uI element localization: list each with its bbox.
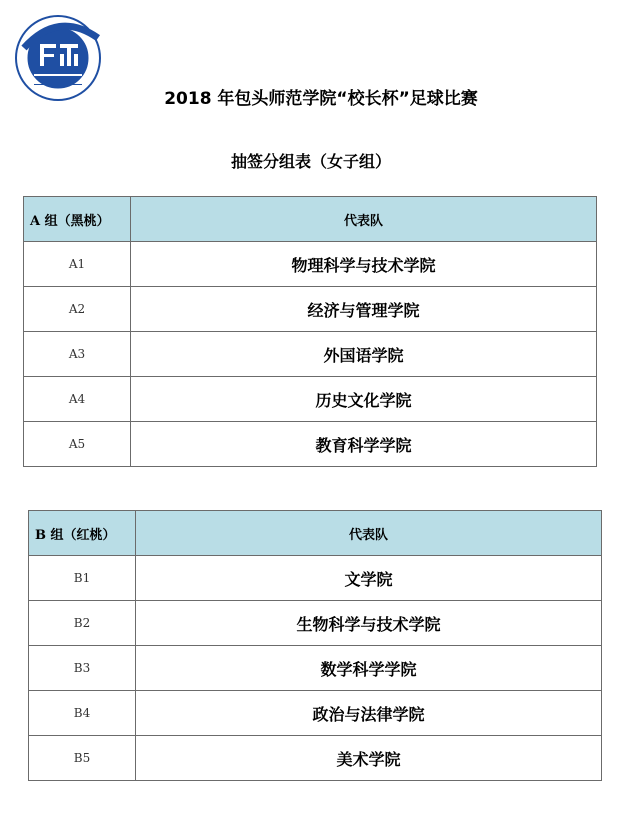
team-name: 外国语学院 bbox=[131, 332, 597, 377]
table-row bbox=[24, 287, 597, 332]
group-b-table bbox=[28, 510, 602, 781]
slot-code: B3 bbox=[29, 646, 136, 691]
group-header: B 组（红桃） bbox=[29, 511, 136, 556]
slot-code: B2 bbox=[29, 601, 136, 646]
team-name: 美术学院 bbox=[136, 736, 602, 781]
team-name: 经济与管理学院 bbox=[131, 287, 597, 332]
slot-code: B1 bbox=[29, 556, 136, 601]
team-name: 文学院 bbox=[136, 556, 602, 601]
table-row bbox=[29, 556, 602, 601]
team-name: 生物科学与技术学院 bbox=[136, 601, 602, 646]
slot-code: A3 bbox=[24, 332, 131, 377]
group-a-table bbox=[23, 196, 597, 467]
table-row bbox=[29, 736, 602, 781]
slot-code: B4 bbox=[29, 691, 136, 736]
slot-code: A5 bbox=[24, 422, 131, 467]
team-column-header: 代表队 bbox=[131, 197, 597, 242]
table-row bbox=[24, 377, 597, 422]
team-column-header: 代表队 bbox=[136, 511, 602, 556]
slot-code: A2 bbox=[24, 287, 131, 332]
table-row bbox=[29, 646, 602, 691]
table-row bbox=[24, 242, 597, 287]
slot-code: A1 bbox=[24, 242, 131, 287]
table-header-row bbox=[24, 197, 597, 242]
document-title: 2018 年包头师范学院“校长杯”足球比赛 bbox=[164, 89, 478, 109]
document-subtitle: 抽签分组表（女子组） bbox=[230, 152, 391, 171]
table-row bbox=[24, 332, 597, 377]
group-header: A 组（黑桃） bbox=[24, 197, 131, 242]
team-name: 历史文化学院 bbox=[131, 377, 597, 422]
team-name: 政治与法律学院 bbox=[136, 691, 602, 736]
team-name: 数学科学学院 bbox=[136, 646, 602, 691]
table-row bbox=[29, 691, 602, 736]
team-name: 教育科学学院 bbox=[131, 422, 597, 467]
team-name: 物理科学与技术学院 bbox=[131, 242, 597, 287]
slot-code: B5 bbox=[29, 736, 136, 781]
table-row bbox=[24, 422, 597, 467]
table-header-row bbox=[29, 511, 602, 556]
table-row bbox=[29, 601, 602, 646]
slot-code: A4 bbox=[24, 377, 131, 422]
